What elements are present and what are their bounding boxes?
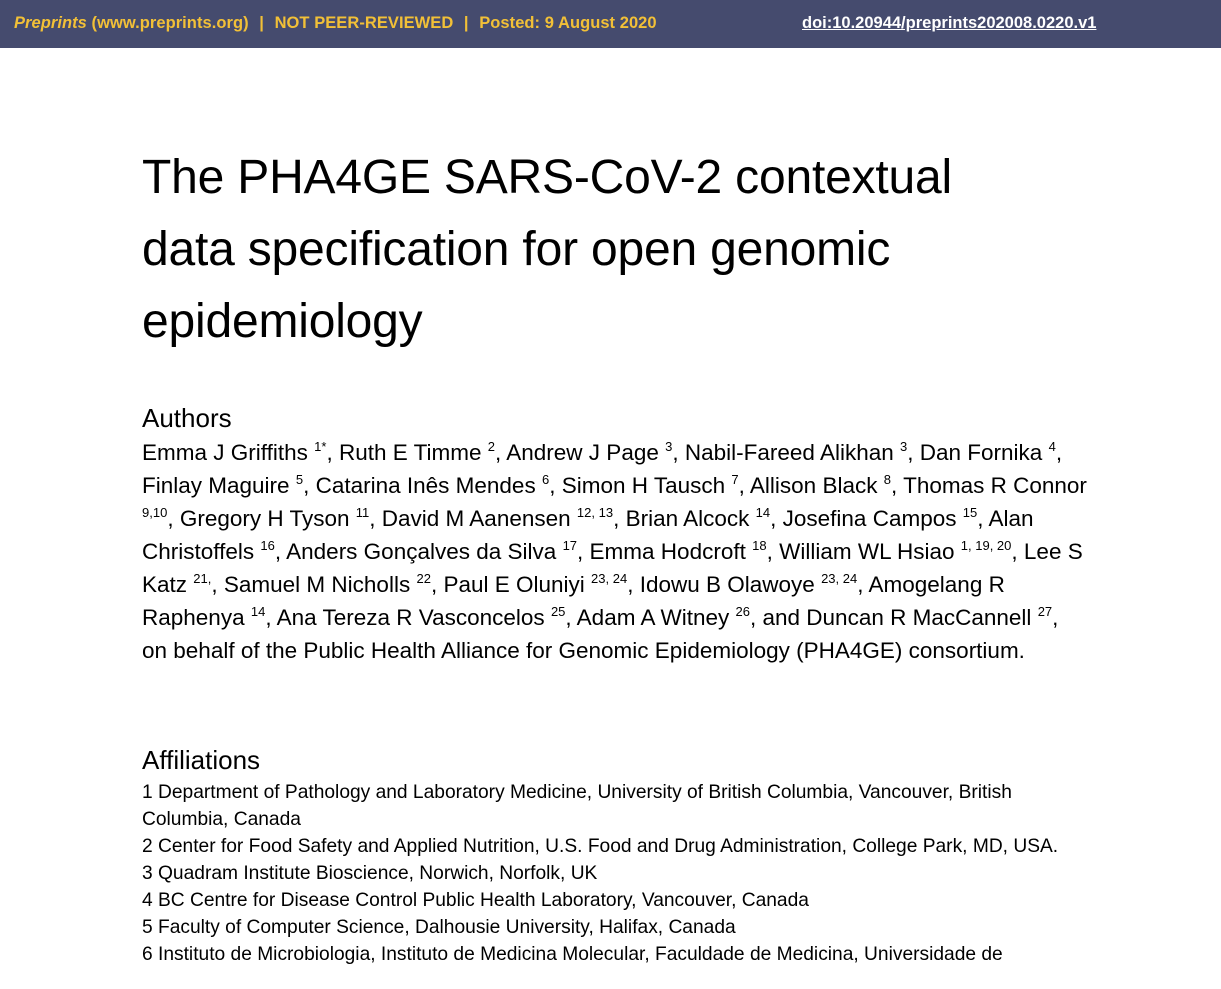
author-affiliation-mark: 22 [416, 571, 431, 586]
author-name: Amogelang R Raphenya [142, 572, 1005, 630]
preprints-brand[interactable]: Preprints [14, 14, 87, 32]
title-line: The PHA4GE SARS-CoV-2 contextual [142, 151, 952, 204]
author-name: Samuel M Nicholls [223, 572, 411, 597]
author-affiliation-mark: 16 [260, 538, 275, 553]
author-name: Catarina Inês Mendes [315, 473, 536, 498]
author-affiliation-mark: 15 [962, 505, 978, 520]
author-affiliation-mark: 17 [562, 538, 578, 553]
author-name: Thomas R Connor [903, 473, 1087, 498]
author-affiliation-mark: 9,10 [142, 505, 168, 520]
affiliation-item: 5 Faculty of Computer Science, Dalhousie University, Halifax, Canada [142, 917, 736, 938]
author-name: Ana Tereza R Vasconcelos [276, 605, 545, 630]
author-affiliation-mark: 6 [541, 472, 550, 487]
author-affiliation-mark: 26 [735, 604, 750, 619]
author-affiliation-mark: 2 [487, 439, 495, 454]
authors-heading: Authors [142, 403, 232, 433]
author-name: Ruth E Timme [338, 440, 482, 465]
banner-separator: | [259, 14, 264, 32]
author-name: Nabil-Fareed Alikhan [684, 440, 894, 465]
author-name: Duncan R MacCannell [806, 605, 1032, 630]
affiliation-item: 4 BC Centre for Disease Control Public Health Laboratory, Vancouver, Canada [142, 890, 809, 911]
author-affiliation-mark: 21, [193, 571, 212, 586]
author-name: Emma Hodcroft [589, 539, 746, 564]
author-affiliation-mark: 14 [250, 604, 266, 619]
author-affiliation-mark: 14 [755, 505, 771, 520]
doi-link[interactable]: doi:10.20944/preprints202008.0220.v1 [802, 14, 1097, 32]
author-list: Emma J Griffiths $^{1*}$, Ruth E Timme $^2$, Andrew J Page $^3$, Nabil-Fareed Alikhan $^3$, Dan Fornika $^4$, Finlay Maguire $^5$, Catarina Inês Mendes $^6$, Simon H Tausch $^7$, Allison Black $^8$, Thomas R Connor $^{9,10}$, Gregory H Tyson $^{11}$, David M Aanensen $^{12, 13}$, Brian Alcock $^{14}$, Josefina Campos $^{15}$, Alan Christoffels $^{16}$, Anders Gonçalves da Silva $^{17}$, Emma Hodcroft $^{18}$, William WL Hsiao $^{1, 19, 20}$, Lee S Katz $^{21,}$, Samuel M Nicholls $^{22}$, Paul E Oluniyi $^{23, 24}$, Idowu B Olawoye $^{23, 24}$, Amogelang R Raphenya $^{14}$, Ana Tereza R Vasconcelos $^{25}$, Adam A Witney $^{26}$, and Duncan R MacCannell $^{27}$, on behalf of the Public Health Alliance for Genomic Epidemiology (PHA4GE) consortium. [142, 439, 1087, 663]
author-affiliation-mark: 3 [900, 439, 908, 454]
author-name: Allison Black [749, 473, 878, 498]
author-name: Alan Christoffels [142, 506, 1034, 564]
author-name: William WL Hsiao [779, 539, 955, 564]
author-affiliation-mark: 27 [1037, 604, 1053, 619]
author-name: Brian Alcock [625, 506, 750, 531]
author-list-tail: , on behalf of the Public Health Alliance for Genomic Epidemiology (PHA4GE) consortium. [142, 605, 1059, 663]
author-affiliation-mark: 18 [752, 538, 767, 553]
posted-date: Posted: 9 August 2020 [479, 14, 657, 32]
author-name: Adam A Witney [576, 605, 730, 630]
affiliation-item: 2 Center for Food Safety and Applied Nutrition, U.S. Food and Drug Administration, College Park, MD, USA. [142, 836, 1059, 857]
title-line: epidemiology [142, 295, 423, 348]
author-affiliation-mark: 8 [883, 472, 891, 487]
title-line: data specification for open genomic [142, 223, 891, 276]
author-name: Andrew J Page [506, 440, 659, 465]
affiliation-item: 3 Quadram Institute Bioscience, Norwich, Norfolk, UK [142, 863, 598, 884]
paper-title [142, 142, 1102, 358]
author-affiliation-mark: 1* [314, 439, 327, 454]
author-affiliation-mark: 3 [665, 439, 673, 454]
author-affiliation-mark: 23, 24 [591, 571, 628, 586]
author-name: Gregory H Tyson [179, 506, 350, 531]
preprints-site-link[interactable]: (www.preprints.org) [91, 14, 249, 32]
author-name: Lee S Katz [142, 539, 1083, 597]
author-name: Anders Gonçalves da Silva [286, 539, 557, 564]
affiliations-heading: Affiliations [142, 745, 261, 775]
affiliation-item: 6 Instituto de Microbiologia, Instituto de Medicina Molecular, Faculdade de Medicina, Universidade de [142, 944, 1003, 965]
peer-review-status: NOT PEER-REVIEWED [274, 14, 454, 32]
preprint-banner [0, 0, 1221, 48]
author-affiliation-mark: 4 [1048, 439, 1056, 454]
banner-info [14, 14, 657, 33]
banner-separator: | [463, 14, 469, 32]
author-name: David M Aanensen [381, 506, 571, 531]
author-name: Paul E Oluniyi [443, 572, 585, 597]
author-name: Idowu B Olawoye [639, 572, 815, 597]
author-affiliation-mark: 12, 13 [576, 505, 614, 520]
author-affiliation-mark: 25 [550, 604, 566, 619]
author-name: Finlay Maguire [142, 473, 290, 498]
author-affiliation-mark: 23, 24 [821, 571, 858, 586]
author-affiliation-mark: 11 [355, 505, 370, 520]
author-affiliation-mark: 1, 19, 20 [960, 538, 1012, 553]
author-name: Josefina Campos [782, 506, 957, 531]
affiliation-item: 1 Department of Pathology and Laboratory Medicine, University of British Columbia, Vancouver, British Columbia, Canada [142, 782, 1012, 830]
author-affiliation-mark: 7 [731, 472, 739, 487]
affiliation-list [142, 779, 1072, 968]
author-affiliation-mark: 5 [295, 472, 304, 487]
author-name: Dan Fornika [919, 440, 1043, 465]
author-name: Simon H Tausch [561, 473, 726, 498]
author-name: Emma J Griffiths [142, 440, 308, 465]
